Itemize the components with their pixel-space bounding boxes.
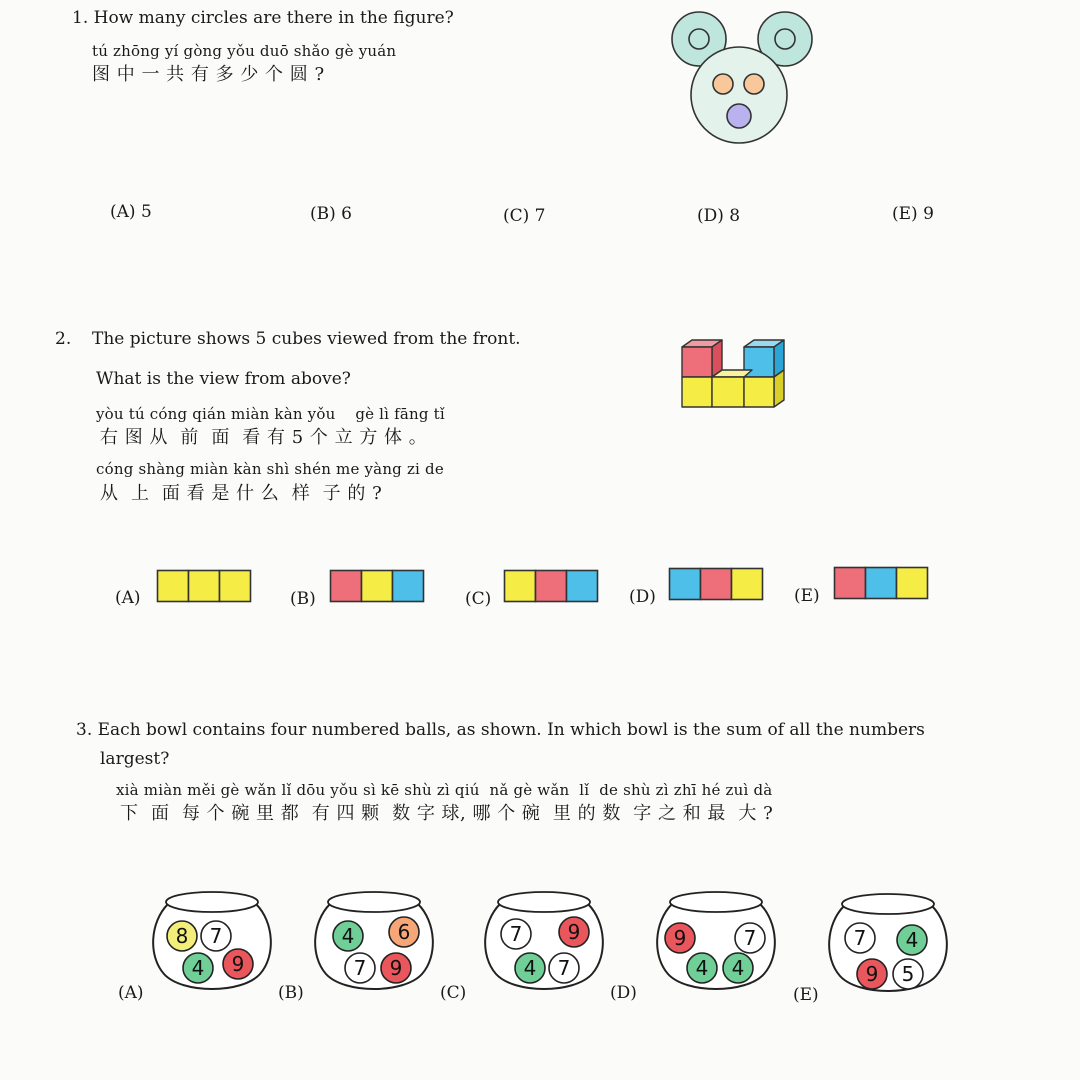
q2-option-d-label[interactable]: (D) — [629, 587, 656, 607]
q3-option-d-label[interactable]: (D) — [610, 983, 637, 1003]
left-eye-circle — [713, 74, 733, 94]
q1-stem: 1. How many circles are there in the figure? — [72, 8, 454, 28]
bowl-rim — [328, 892, 420, 912]
q2-hanzi-line1: 右 图 从 前 面 看 有 5 个 立 方 体 。 — [100, 427, 428, 448]
bowl-body — [829, 906, 947, 991]
bowl-e[interactable] — [822, 886, 954, 998]
ball-number: 9 — [231, 952, 245, 976]
q2-number: 2. — [55, 329, 72, 349]
q2-stem-line1: The picture shows 5 cubes viewed from the front. — [92, 329, 521, 349]
yellow-cube — [712, 377, 744, 407]
bowl-rim — [670, 892, 762, 912]
q1-hanzi: 图 中 一 共 有 多 少 个 圆 ? — [92, 64, 325, 85]
q2-option-c-strip[interactable] — [503, 569, 600, 603]
top-view-square — [220, 571, 251, 602]
top-view-square — [835, 568, 866, 599]
cubes-front-view-figure — [672, 333, 797, 418]
ball-number: 7 — [353, 956, 367, 980]
bowl-b[interactable] — [308, 884, 440, 996]
q1-pinyin: tú zhōng yí gòng yǒu duō shǎo gè yuán — [92, 42, 397, 60]
top-view-square — [670, 569, 701, 600]
q2-hanzi-line2: 从 上 面 看 是 什 么 样 子 的 ? — [100, 483, 383, 504]
ball-number: 9 — [389, 956, 403, 980]
ball-number: 7 — [743, 926, 757, 950]
q3-stem-line2: largest? — [100, 749, 170, 769]
q2-option-d-strip[interactable] — [668, 567, 767, 601]
top-view-square — [158, 571, 189, 602]
top-view-square — [536, 571, 567, 602]
top-view-square — [331, 571, 362, 602]
top-view-square — [897, 568, 928, 599]
ball-number: 9 — [567, 920, 581, 944]
top-view-square — [866, 568, 897, 599]
ball-number: 7 — [209, 924, 223, 948]
ball-number: 4 — [191, 956, 205, 980]
ball-number: 7 — [509, 922, 523, 946]
bowl-body — [315, 904, 433, 989]
bowl-body — [485, 904, 603, 989]
q1-option-e[interactable]: (E) 9 — [892, 204, 934, 224]
ball-number: 4 — [905, 928, 919, 952]
q3-pinyin: xià miàn měi gè wǎn lǐ dōu yǒu sì kē shù zì qiú nǎ gè wǎn lǐ de shù zì zhī hé zuì dà — [116, 781, 773, 799]
top-view-square — [393, 571, 424, 602]
q3-option-b-label[interactable]: (B) — [278, 983, 304, 1003]
bowl-rim — [498, 892, 590, 912]
bowl-rim — [166, 892, 258, 912]
q3-option-e-label[interactable]: (E) — [793, 985, 819, 1005]
top-view-square — [701, 569, 732, 600]
top-view-square — [567, 571, 598, 602]
pink-cube — [682, 347, 712, 377]
q2-pinyin-line1: yòu tú cóng qián miàn kàn yǒu gè lì fāng tǐ — [96, 405, 445, 423]
ball-number: 9 — [865, 962, 879, 986]
ball-number: 8 — [175, 924, 189, 948]
q2-option-a-label[interactable]: (A) — [115, 588, 141, 608]
q3-option-c-label[interactable]: (C) — [440, 983, 467, 1003]
q2-option-c-label[interactable]: (C) — [465, 589, 492, 609]
ball-number: 7 — [853, 926, 867, 950]
mouse-face-figure — [655, 8, 820, 148]
yellow-cube — [744, 377, 774, 407]
ball-number: 4 — [523, 956, 537, 980]
q3-option-a-label[interactable]: (A) — [118, 983, 144, 1003]
q2-option-e-label[interactable]: (E) — [794, 586, 820, 606]
q1-option-d[interactable]: (D) 8 — [697, 206, 741, 226]
q2-option-a-strip[interactable] — [156, 569, 253, 603]
ball-number: 9 — [673, 926, 687, 950]
ball-number: 4 — [695, 956, 709, 980]
ball-number: 4 — [731, 956, 745, 980]
top-view-square — [505, 571, 536, 602]
top-view-square — [189, 571, 220, 602]
q2-option-e-strip[interactable] — [833, 566, 932, 600]
cube-side-face — [774, 370, 784, 407]
ball-number: 5 — [901, 962, 915, 986]
ball-number: 6 — [397, 920, 411, 944]
q2-option-b-label[interactable]: (B) — [290, 589, 316, 609]
bowl-c[interactable] — [478, 884, 610, 996]
ball-number: 7 — [557, 956, 571, 980]
yellow-cube — [682, 377, 712, 407]
bowl-d[interactable] — [650, 884, 782, 996]
right-eye-circle — [744, 74, 764, 94]
q3-stem-line1: 3. Each bowl contains four numbered balls, as shown. In which bowl is the sum of all the numbers — [76, 720, 925, 740]
top-view-square — [732, 569, 763, 600]
q2-pinyin-line2: cóng shàng miàn kàn shì shén me yàng zi de — [96, 460, 444, 478]
q1-option-a[interactable]: (A) 5 — [110, 202, 152, 222]
mouth-circle — [727, 104, 751, 128]
bowl-a[interactable] — [146, 884, 278, 996]
top-view-square — [362, 571, 393, 602]
q2-stem-line2: What is the view from above? — [96, 369, 351, 389]
q3-hanzi: 下 面 每 个 碗 里 都 有 四 颗 数 字 球, 哪 个 碗 里 的 数 字 之 和 最 大 ? — [120, 803, 774, 824]
q1-option-c[interactable]: (C) 7 — [503, 206, 546, 226]
bowl-rim — [842, 894, 934, 914]
q1-option-b[interactable]: (B) 6 — [310, 204, 352, 224]
q2-option-b-strip[interactable] — [329, 569, 426, 603]
ball-number: 4 — [341, 924, 355, 948]
